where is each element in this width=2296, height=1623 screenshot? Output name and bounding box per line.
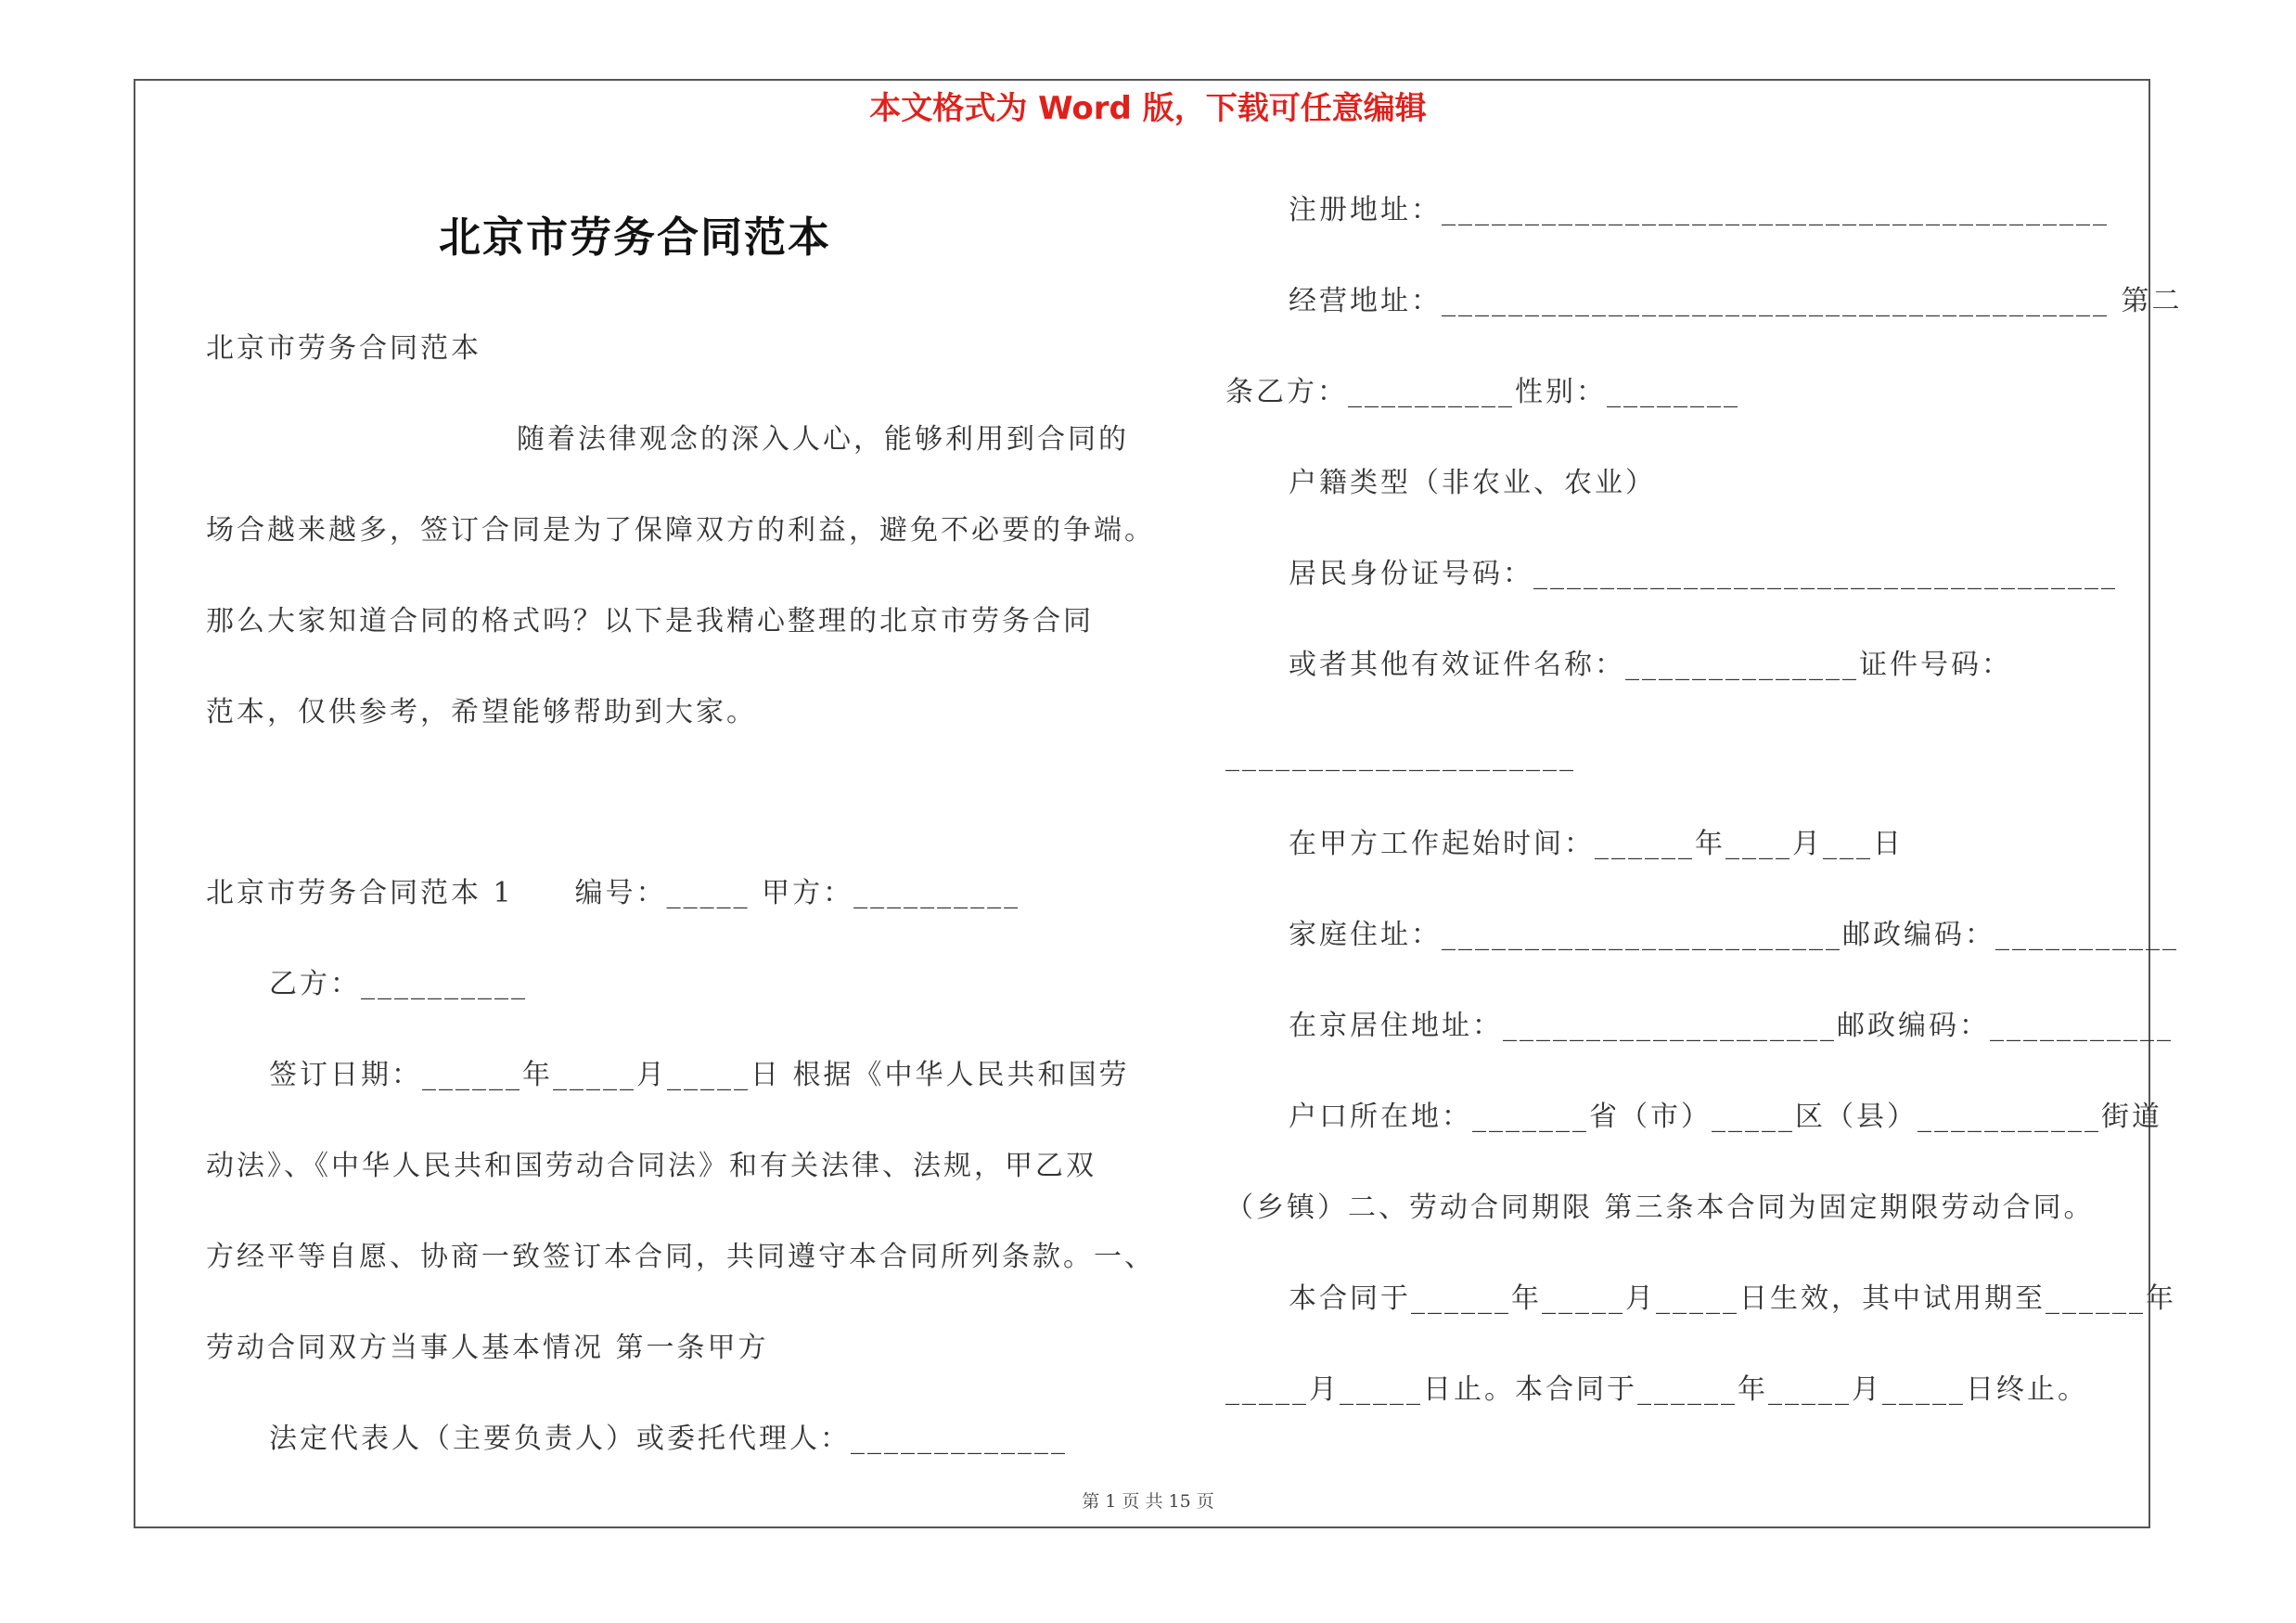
home-address-line: 家庭住址：________________________邮政编码：___________: [1289, 919, 2179, 951]
body-line-1: 动法》、《中华人民共和国劳动合同法》和有关法律、法规，甲乙双: [206, 1150, 1097, 1182]
legal-rep-line: 法定代表人（主要负责人）或委托代理人：_____________: [269, 1423, 1068, 1455]
hukou-location-line: 户口所在地：_______省（市）_____区（县）___________街道: [1289, 1101, 2162, 1133]
termination-date-line: _____月_____日止。本合同于______年_____月_____日终止。: [1225, 1373, 2088, 1406]
registered-address-line: 注册地址：________________________________________: [1289, 194, 2110, 226]
other-id-blank-line: _____________________: [1225, 740, 1576, 772]
beijing-address-line: 在京居住地址：____________________邮政编码：___________: [1289, 1010, 2174, 1042]
start-date-line: 在甲方工作起始时间：______年____月___日: [1289, 828, 1904, 860]
contract-term-line: （乡镇）二、劳动合同期限 第三条本合同为固定期限劳动合同。: [1225, 1191, 2095, 1224]
body-line-2: 方经平等自愿、协商一致签订本合同，共同遵守本合同所列条款。一、: [206, 1241, 1155, 1273]
id-number-line: 居民身份证号码：___________________________________: [1289, 558, 2118, 590]
subtitle-line: 北京市劳务合同范本: [206, 332, 481, 365]
signing-date-line: 签订日期：______年_____月_____日 根据《中华人民共和国劳: [269, 1059, 1130, 1091]
intro-line-4: 范本，仅供参考，希望能够帮助到大家。: [206, 696, 757, 728]
page-number: 第 1 页 共 15 页: [1082, 1491, 1214, 1512]
intro-line-1: 随着法律观念的深入人心，能够利用到合同的: [517, 423, 1129, 456]
format-notice-banner: 本文格式为 Word 版，下载可任意编辑: [869, 90, 1427, 127]
intro-line-3: 那么大家知道合同的格式吗？以下是我精心整理的北京市劳务合同: [206, 605, 1094, 638]
party-b-line: 乙方：__________: [269, 968, 528, 1000]
document-title: 北京市劳务合同范本: [439, 213, 832, 262]
household-type-line: 户籍类型（非农业、农业）: [1289, 467, 1656, 499]
other-id-line: 或者其他有效证件名称：______________证件号码：: [1289, 649, 2012, 681]
contract-heading-line: 北京市劳务合同范本 1 编号：_____ 甲方：__________: [206, 877, 1021, 909]
intro-line-2: 场合越来越多，签订合同是为了保障双方的利益，避免不必要的争端。: [206, 514, 1155, 547]
effective-date-line: 本合同于______年_____月_____日生效，其中试用期至______年: [1289, 1282, 2176, 1315]
business-address-line: 经营地址：________________________________________ 第二: [1289, 285, 2183, 317]
body-line-3: 劳动合同双方当事人基本情况 第一条甲方: [206, 1332, 769, 1364]
party-b-gender-line: 条乙方：__________性别：________: [1225, 376, 1740, 408]
